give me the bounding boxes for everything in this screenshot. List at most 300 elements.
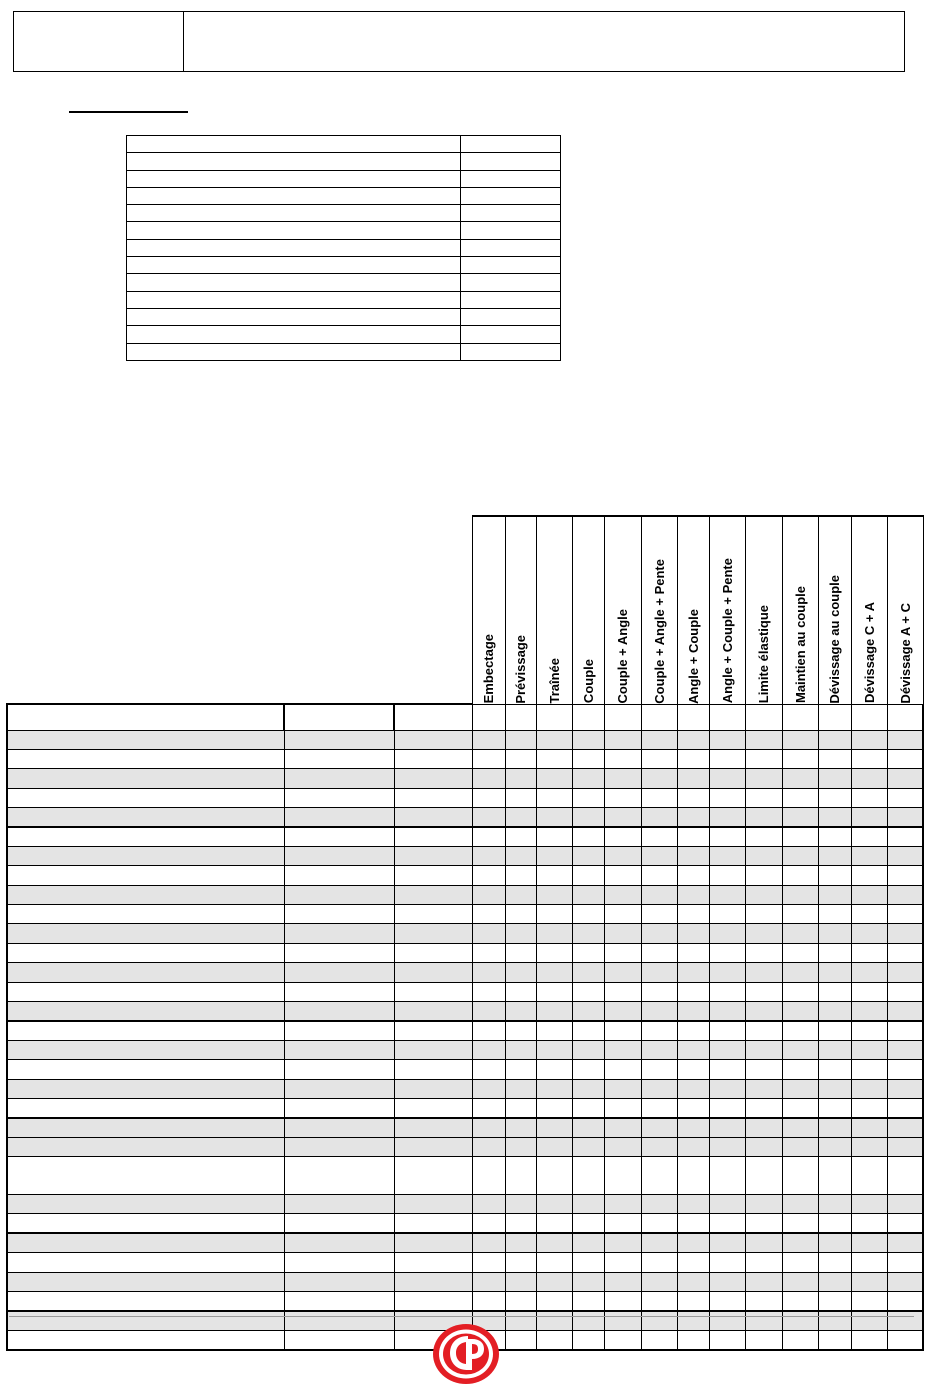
summary-cell-label <box>127 187 461 204</box>
grid-cell <box>887 1195 923 1214</box>
grid-cell <box>782 846 818 865</box>
footer-divider <box>9 1316 914 1317</box>
grid-cell <box>677 788 709 807</box>
grid-cell <box>677 905 709 924</box>
grid-cell <box>472 1157 505 1195</box>
grid-cell <box>284 1195 394 1214</box>
grid-cell <box>604 769 641 788</box>
grid-cell <box>536 1253 572 1272</box>
grid-cell <box>536 788 572 807</box>
grid-cell <box>572 1021 604 1040</box>
grid-cell <box>851 730 887 749</box>
summary-cell-value <box>461 205 561 222</box>
grid-cell <box>818 1253 851 1272</box>
grid-cell <box>394 749 472 768</box>
grid-row <box>7 1001 923 1020</box>
grid-cell <box>394 1118 472 1137</box>
grid-cell <box>818 1060 851 1079</box>
grid-cell <box>505 1330 536 1349</box>
summary-cell-value <box>461 257 561 274</box>
grid-cell <box>745 769 782 788</box>
grid-cell <box>572 982 604 1001</box>
grid-cell <box>7 905 284 924</box>
grid-cell <box>536 963 572 982</box>
grid-cell <box>887 730 923 749</box>
summary-cell-label <box>127 170 461 187</box>
grid-cell <box>604 1040 641 1059</box>
grid-cell <box>745 1330 782 1349</box>
grid-cell <box>284 1060 394 1079</box>
grid-cell <box>887 905 923 924</box>
grid-row <box>7 1118 923 1137</box>
grid-cell <box>745 1272 782 1291</box>
grid-cell <box>572 1001 604 1020</box>
grid-cell <box>572 866 604 885</box>
grid-cell <box>677 1272 709 1291</box>
grid-cell <box>536 1311 572 1330</box>
grid-cell <box>284 788 394 807</box>
grid-cell <box>782 1001 818 1020</box>
grid-cell <box>851 1157 887 1195</box>
grid-cell <box>604 924 641 943</box>
grid-cell <box>851 749 887 768</box>
grid-cell <box>851 827 887 846</box>
grid-cell <box>745 885 782 904</box>
grid-cell <box>536 1157 572 1195</box>
grid-cell <box>887 749 923 768</box>
grid-cell <box>572 769 604 788</box>
grid-cell <box>641 808 677 827</box>
grid-cell <box>505 1214 536 1233</box>
grid-cell <box>745 866 782 885</box>
grid-cell <box>284 827 394 846</box>
grid-cell <box>677 1118 709 1137</box>
grid-cell <box>782 1330 818 1349</box>
grid-cell <box>782 749 818 768</box>
grid-row <box>7 1060 923 1079</box>
grid-cell <box>677 1137 709 1156</box>
grid-cell <box>887 808 923 827</box>
grid-cell <box>536 1214 572 1233</box>
grid-cell <box>641 846 677 865</box>
grid-cell <box>505 1137 536 1156</box>
grid-cell <box>851 1253 887 1272</box>
grid-cell <box>745 1311 782 1330</box>
grid-cell <box>745 1195 782 1214</box>
grid-cell <box>709 1233 745 1252</box>
grid-cell <box>709 1040 745 1059</box>
grid-cell <box>7 1272 284 1291</box>
grid-cell <box>709 827 745 846</box>
column-header <box>472 516 505 704</box>
grid-cell <box>887 924 923 943</box>
grid-cell <box>505 704 536 730</box>
grid-cell <box>284 982 394 1001</box>
grid-cell <box>782 1040 818 1059</box>
grid-cell <box>604 846 641 865</box>
grid-label-cell <box>7 704 284 730</box>
grid-cell <box>604 1021 641 1040</box>
grid-cell <box>472 1137 505 1156</box>
grid-cell <box>7 866 284 885</box>
operations-grid <box>6 515 924 1351</box>
grid-cell <box>887 1292 923 1311</box>
grid-cell <box>536 1001 572 1020</box>
grid-cell <box>709 963 745 982</box>
grid-cell <box>851 905 887 924</box>
grid-cell <box>818 943 851 962</box>
grid-cell <box>851 1292 887 1311</box>
grid-cell <box>572 1079 604 1098</box>
grid-cell <box>572 1330 604 1349</box>
grid-cell <box>505 1098 536 1117</box>
grid-row <box>7 1040 923 1059</box>
grid-cell <box>7 1021 284 1040</box>
grid-cell <box>505 1233 536 1252</box>
grid-cell <box>818 769 851 788</box>
grid-cell <box>7 1214 284 1233</box>
grid-cell <box>818 963 851 982</box>
grid-cell <box>572 1214 604 1233</box>
grid-row <box>7 1137 923 1156</box>
grid-cell <box>851 963 887 982</box>
header-spacer <box>7 516 284 704</box>
grid-cell <box>284 866 394 885</box>
summary-cell-label <box>127 205 461 222</box>
grid-cell <box>745 982 782 1001</box>
grid-cell <box>536 943 572 962</box>
grid-cell <box>677 866 709 885</box>
summary-table <box>126 135 561 361</box>
grid-cell <box>818 1330 851 1349</box>
grid-cell <box>472 704 505 730</box>
grid-cell <box>394 1157 472 1195</box>
grid-cell <box>284 885 394 904</box>
grid-cell <box>472 769 505 788</box>
grid-cell <box>677 982 709 1001</box>
grid-cell <box>818 1195 851 1214</box>
summary-cell-value <box>461 343 561 360</box>
grid-row <box>7 1253 923 1272</box>
grid-cell <box>572 905 604 924</box>
grid-cell <box>7 730 284 749</box>
grid-cell <box>505 1157 536 1195</box>
grid-cell <box>782 1157 818 1195</box>
grid-cell <box>641 769 677 788</box>
grid-cell <box>887 866 923 885</box>
grid-cell <box>536 1292 572 1311</box>
column-header-label: Dévissage au couple <box>827 574 842 704</box>
grid-cell <box>505 808 536 827</box>
grid-cell <box>887 1137 923 1156</box>
summary-row <box>127 257 561 274</box>
grid-cell <box>709 1195 745 1214</box>
grid-cell <box>284 963 394 982</box>
grid-cell <box>782 1060 818 1079</box>
grid-cell <box>641 1060 677 1079</box>
grid-cell <box>536 924 572 943</box>
grid-cell <box>7 1079 284 1098</box>
grid-row <box>7 1098 923 1117</box>
grid-row <box>7 1021 923 1040</box>
grid-row <box>7 827 923 846</box>
grid-cell <box>572 1040 604 1059</box>
grid-row <box>7 1079 923 1098</box>
grid-cell <box>505 769 536 788</box>
grid-cell <box>394 943 472 962</box>
grid-cell <box>887 1040 923 1059</box>
grid-cell <box>7 846 284 865</box>
grid-cell <box>505 943 536 962</box>
grid-cell <box>7 1292 284 1311</box>
summary-cell-label <box>127 136 461 153</box>
grid-cell <box>641 788 677 807</box>
summary-cell-label <box>127 308 461 325</box>
grid-cell <box>604 905 641 924</box>
grid-row <box>7 769 923 788</box>
grid-cell <box>604 1253 641 1272</box>
grid-label-cell <box>284 704 394 730</box>
grid-cell <box>505 905 536 924</box>
grid-cell <box>472 924 505 943</box>
column-header-label: Couple + Angle + Pente <box>651 558 667 704</box>
grid-cell <box>818 730 851 749</box>
grid-cell <box>745 1040 782 1059</box>
grid-cell <box>604 1330 641 1349</box>
grid-cell <box>641 1272 677 1291</box>
grid-cell <box>7 885 284 904</box>
grid-cell <box>641 1157 677 1195</box>
grid-cell <box>572 1098 604 1117</box>
grid-cell <box>709 1098 745 1117</box>
summary-cell-value <box>461 291 561 308</box>
grid-cell <box>394 769 472 788</box>
grid-cell <box>887 1272 923 1291</box>
grid-cell <box>745 1079 782 1098</box>
grid-cell <box>284 749 394 768</box>
summary-row <box>127 326 561 343</box>
summary-cell-label <box>127 343 461 360</box>
grid-cell <box>505 1001 536 1020</box>
grid-cell <box>677 1098 709 1117</box>
grid-cell <box>604 749 641 768</box>
grid-cell <box>472 1195 505 1214</box>
grid-cell <box>745 924 782 943</box>
grid-cell <box>782 1214 818 1233</box>
grid-cell <box>677 1311 709 1330</box>
grid-cell <box>7 943 284 962</box>
grid-row <box>7 1292 923 1311</box>
grid-cell <box>641 1079 677 1098</box>
column-header-label: Couple + Angle <box>615 609 630 704</box>
summary-row <box>127 291 561 308</box>
grid-cell <box>782 1272 818 1291</box>
grid-cell <box>851 982 887 1001</box>
grid-cell <box>887 1330 923 1349</box>
grid-cell <box>472 846 505 865</box>
grid-row <box>7 885 923 904</box>
grid-cell <box>394 788 472 807</box>
grid-cell <box>7 1311 284 1330</box>
grid-cell <box>572 1233 604 1252</box>
grid-cell <box>709 1060 745 1079</box>
grid-row <box>7 1233 923 1252</box>
summary-cell-label <box>127 222 461 239</box>
grid-cell <box>284 1137 394 1156</box>
grid-cell <box>887 769 923 788</box>
grid-cell <box>394 1098 472 1117</box>
grid-cell <box>851 1137 887 1156</box>
grid-cell <box>782 866 818 885</box>
grid-cell <box>709 808 745 827</box>
grid-cell <box>745 905 782 924</box>
cp-logo-icon <box>431 1322 501 1386</box>
grid-cell <box>536 866 572 885</box>
grid-cell <box>472 1079 505 1098</box>
grid-cell <box>745 1233 782 1252</box>
grid-cell <box>745 1253 782 1272</box>
grid-cell <box>472 730 505 749</box>
grid-cell <box>709 1079 745 1098</box>
grid-cell <box>709 1157 745 1195</box>
grid-cell <box>7 1098 284 1117</box>
grid-cell <box>887 885 923 904</box>
grid-cell <box>604 788 641 807</box>
grid-cell <box>887 963 923 982</box>
grid-cell <box>472 1060 505 1079</box>
grid-cell <box>572 885 604 904</box>
grid-cell <box>818 827 851 846</box>
grid-cell <box>505 1292 536 1311</box>
grid-cell <box>284 769 394 788</box>
grid-cell <box>536 1137 572 1156</box>
summary-row <box>127 205 561 222</box>
grid-cell <box>782 808 818 827</box>
grid-cell <box>394 1079 472 1098</box>
grid-cell <box>677 1157 709 1195</box>
grid-cell <box>818 1001 851 1020</box>
grid-cell <box>851 1118 887 1137</box>
grid-cell <box>505 1040 536 1059</box>
grid-row <box>7 749 923 768</box>
grid-cell <box>641 1001 677 1020</box>
grid-cell <box>709 846 745 865</box>
grid-cell <box>7 1253 284 1272</box>
grid-cell <box>284 1330 394 1349</box>
grid-cell <box>641 1253 677 1272</box>
grid-cell <box>572 924 604 943</box>
summary-cell-label <box>127 239 461 256</box>
summary-cell-value <box>461 239 561 256</box>
summary-cell-value <box>461 274 561 291</box>
grid-cell <box>604 1001 641 1020</box>
grid-cell <box>536 1118 572 1137</box>
grid-cell <box>604 1272 641 1291</box>
grid-cell <box>641 1311 677 1330</box>
grid-cell <box>394 1214 472 1233</box>
grid-cell <box>536 905 572 924</box>
grid-cell <box>818 1137 851 1156</box>
grid-cell <box>604 1311 641 1330</box>
summary-row <box>127 187 561 204</box>
grid-cell <box>851 1195 887 1214</box>
grid-cell <box>641 1137 677 1156</box>
grid-cell <box>851 1079 887 1098</box>
column-header-label: Traînée <box>546 657 562 704</box>
grid-cell <box>782 924 818 943</box>
grid-cell <box>818 788 851 807</box>
summary-row <box>127 153 561 170</box>
grid-cell <box>782 1292 818 1311</box>
grid-cell <box>677 1214 709 1233</box>
grid-cell <box>641 1233 677 1252</box>
grid-cell <box>677 730 709 749</box>
grid-cell <box>745 1157 782 1195</box>
grid-cell <box>677 769 709 788</box>
grid-cell <box>284 905 394 924</box>
grid-cell <box>472 1001 505 1020</box>
column-header-label: Couple <box>580 659 596 704</box>
grid-cell <box>887 1001 923 1020</box>
grid-cell <box>709 1001 745 1020</box>
grid-cell <box>394 846 472 865</box>
grid-cell <box>394 730 472 749</box>
grid-cell <box>572 827 604 846</box>
grid-cell <box>536 1040 572 1059</box>
grid-cell <box>604 1137 641 1156</box>
grid-cell <box>818 1157 851 1195</box>
grid-row <box>7 963 923 982</box>
grid-cell <box>677 1292 709 1311</box>
header-box <box>13 11 905 72</box>
grid-cell <box>572 1311 604 1330</box>
grid-cell <box>887 1060 923 1079</box>
grid-cell <box>505 846 536 865</box>
grid-cell <box>7 1040 284 1059</box>
grid-cell <box>472 827 505 846</box>
grid-cell <box>394 1001 472 1020</box>
grid-cell <box>818 1040 851 1059</box>
grid-cell <box>394 982 472 1001</box>
grid-cell <box>536 1021 572 1040</box>
grid-cell <box>851 846 887 865</box>
grid-cell <box>782 1021 818 1040</box>
grid-cell <box>536 1079 572 1098</box>
grid-cell <box>536 885 572 904</box>
grid-cell <box>818 1233 851 1252</box>
grid-cell <box>7 1137 284 1156</box>
grid-cell <box>782 1195 818 1214</box>
grid-cell <box>887 1311 923 1330</box>
grid-cell <box>572 1157 604 1195</box>
grid-cell <box>536 1233 572 1252</box>
grid-cell <box>641 1330 677 1349</box>
grid-row <box>7 1214 923 1233</box>
grid-cell <box>851 924 887 943</box>
grid-cell <box>7 1157 284 1195</box>
grid-cell <box>472 905 505 924</box>
grid-cell <box>505 1311 536 1330</box>
grid-cell <box>572 1137 604 1156</box>
grid-label-cell <box>394 704 472 730</box>
grid-cell <box>782 963 818 982</box>
grid-cell <box>604 1098 641 1117</box>
grid-cell <box>818 1079 851 1098</box>
grid-cell <box>472 1040 505 1059</box>
grid-cell <box>677 704 709 730</box>
grid-cell <box>7 982 284 1001</box>
grid-cell <box>604 827 641 846</box>
